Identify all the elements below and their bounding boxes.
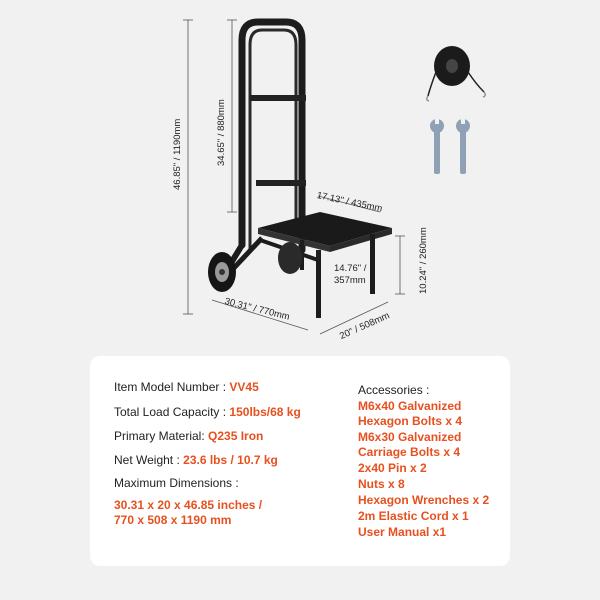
net-weight-label: Net Weight :: [114, 453, 180, 467]
item-model-label: Item Model Number :: [114, 380, 227, 394]
platform-width-label: 17.13" / 435mm: [315, 190, 384, 215]
accessory-item: User Manual x1: [358, 525, 447, 539]
material-label: Primary Material:: [114, 429, 205, 443]
platform-height-label: 10.24" / 260mm: [418, 227, 429, 294]
platform-depth-label-line1: 14.76" /: [334, 263, 367, 274]
material-row: [114, 429, 263, 443]
max-dim-label: Maximum Dimensions :: [114, 476, 239, 490]
load-capacity-value: 150lbs/68 kg: [229, 405, 301, 419]
hex-wrench-icon: [430, 119, 470, 174]
accessory-item: Nuts x 8: [358, 477, 405, 491]
overall-width-label: 20" / 508mm: [338, 310, 392, 343]
item-model-value: VV45: [229, 380, 259, 394]
accessory-item: Carriage Bolts x 4: [358, 445, 461, 459]
elastic-cord-icon: [427, 46, 486, 101]
accessory-item: 2x40 Pin x 2: [358, 461, 427, 475]
item-model-row: [114, 380, 259, 394]
load-capacity-label: Total Load Capacity :: [114, 405, 227, 419]
load-capacity-row: [114, 405, 301, 419]
accessory-item: 2m Elastic Cord x 1: [358, 509, 469, 523]
net-weight-row: [114, 453, 278, 467]
material-value: Q235 Iron: [208, 429, 264, 443]
max-dim-value-line1: 30.31 x 20 x 46.85 inches /: [114, 498, 263, 512]
max-dim-value-line2: 770 x 508 x 1190 mm: [114, 513, 232, 527]
accessory-item: Hexagon Wrenches x 2: [358, 493, 490, 507]
overall-length-label: 30.31" / 770mm: [223, 296, 291, 323]
accessory-item: M6x40 Galvanized: [358, 399, 462, 413]
accessories-title: Accessories :: [358, 383, 430, 397]
accessory-item: M6x30 Galvanized: [358, 430, 462, 444]
specs-card: [90, 356, 510, 566]
net-weight-value: 23.6 lbs / 10.7 kg: [183, 453, 278, 467]
handle-height-label: 34.65" / 880mm: [216, 99, 227, 166]
platform-depth-label-line2: 357mm: [334, 275, 366, 286]
accessory-item: Hexagon Bolts x 4: [358, 414, 463, 428]
max-dim-row: [114, 476, 239, 490]
overall-height-label: 46.85" / 1190mm: [172, 118, 183, 190]
